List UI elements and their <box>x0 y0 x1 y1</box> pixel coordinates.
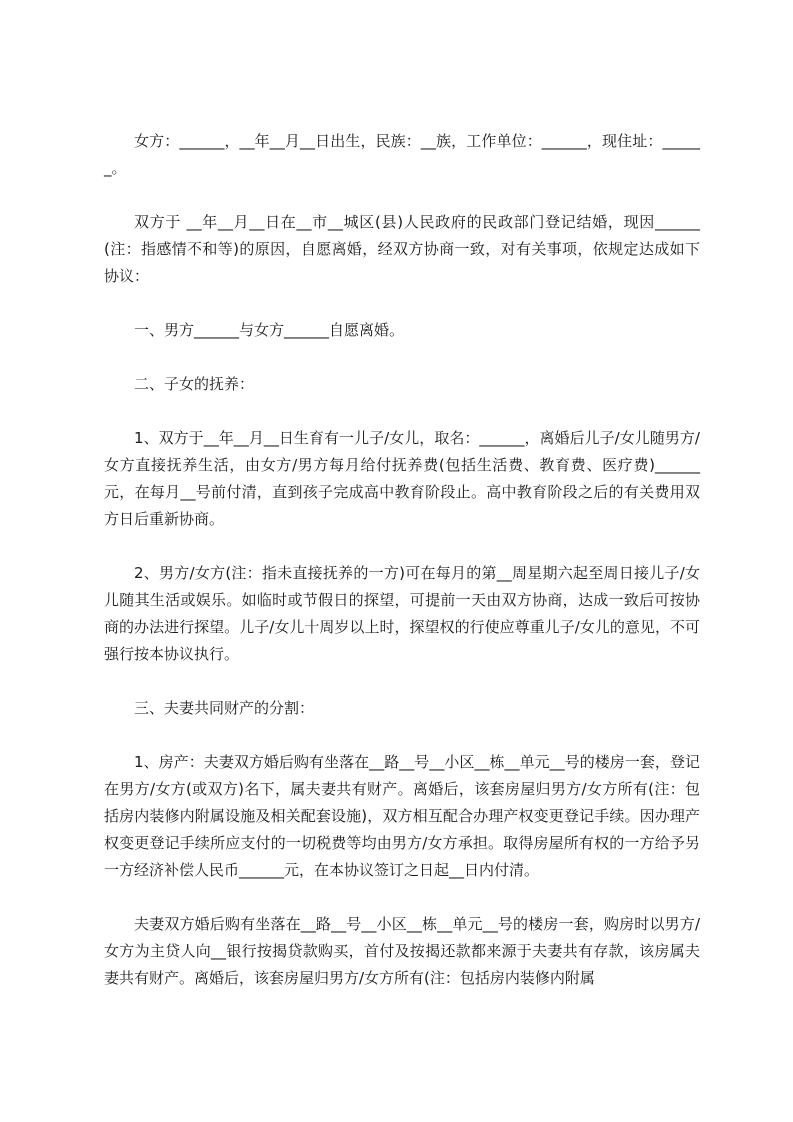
paragraph-clause-1-divorce: 一、男方______与女方______自愿离婚。 <box>134 321 405 339</box>
paragraph-child-custody: 1、双方于__年__月__日生育有一儿子/女儿，取名：______，离婚后儿子/女儿随男方/女方直接抚养生活，由女方/男方每月给付抚养费(包括生活费、教育费、医疗费)______元，在每月__号前付清，直到孩子完成高中教育阶段止。高中教育阶段之后的有关费用双方日后重新协商。 <box>104 429 700 528</box>
paragraph-clause-3-heading: 三、夫妻共同财产的分割： <box>134 699 315 717</box>
paragraph-visitation: 2、男方/女方(注：指未直接抚养的一方)可在每月的第__周星期六起至周日接儿子/女儿随其生活或娱乐。如临时或节假日的探望，可提前一天由双方协商，达成一致后可按协商的办法进行探望。儿子/女儿十周岁以上时，探望权的行使应尊重儿子/女儿的意见，不可强行按本协议执行。 <box>104 564 700 663</box>
paragraph-clause-2-heading: 二、子女的抚养： <box>134 375 255 393</box>
paragraph-marriage-registration: 双方于 __年__月__日在__市__城区(县)人民政府的民政部门登记结婚，现因______(注：指感情不和等)的原因，自愿离婚，经双方协商一致，对有关事项，依规定达成如下协议： <box>104 213 700 285</box>
document-body <box>104 128 700 1019</box>
paragraph-property-mortgage: 夫妻双方婚后购有坐落在__路__号__小区__栋__单元__号的楼房一套，购房时以男方/女方为主贷人向__银行按揭贷款购买，首付及按揭还款都来源于夫妻共有存款，该房属夫妻共有财产。离婚后，该套房屋归男方/女方所有(注：包括房内装修内附属 <box>104 915 700 987</box>
paragraph-wife-info: 女方：______，__年__月__日出生，民族：__族，工作单位：______，现住址：______。 <box>104 132 700 177</box>
paragraph-property-house: 1、房产：夫妻双方婚后购有坐落在__路__号__小区__栋__单元__号的楼房一套，登记在男方/女方(或双方)名下，属夫妻共有财产。离婚后，该套房屋归男方/女方所有(注：包括房内装修内附属设施及相关配套设施)，双方相互配合办理产权变更登记手续。因办理产权变更登记手续所应支付的一切税费等均由男方/女方承担。取得房屋所有权的一方给予另一方经济补偿人民币______元，在本协议签订之日起__日内付清。 <box>104 753 700 879</box>
